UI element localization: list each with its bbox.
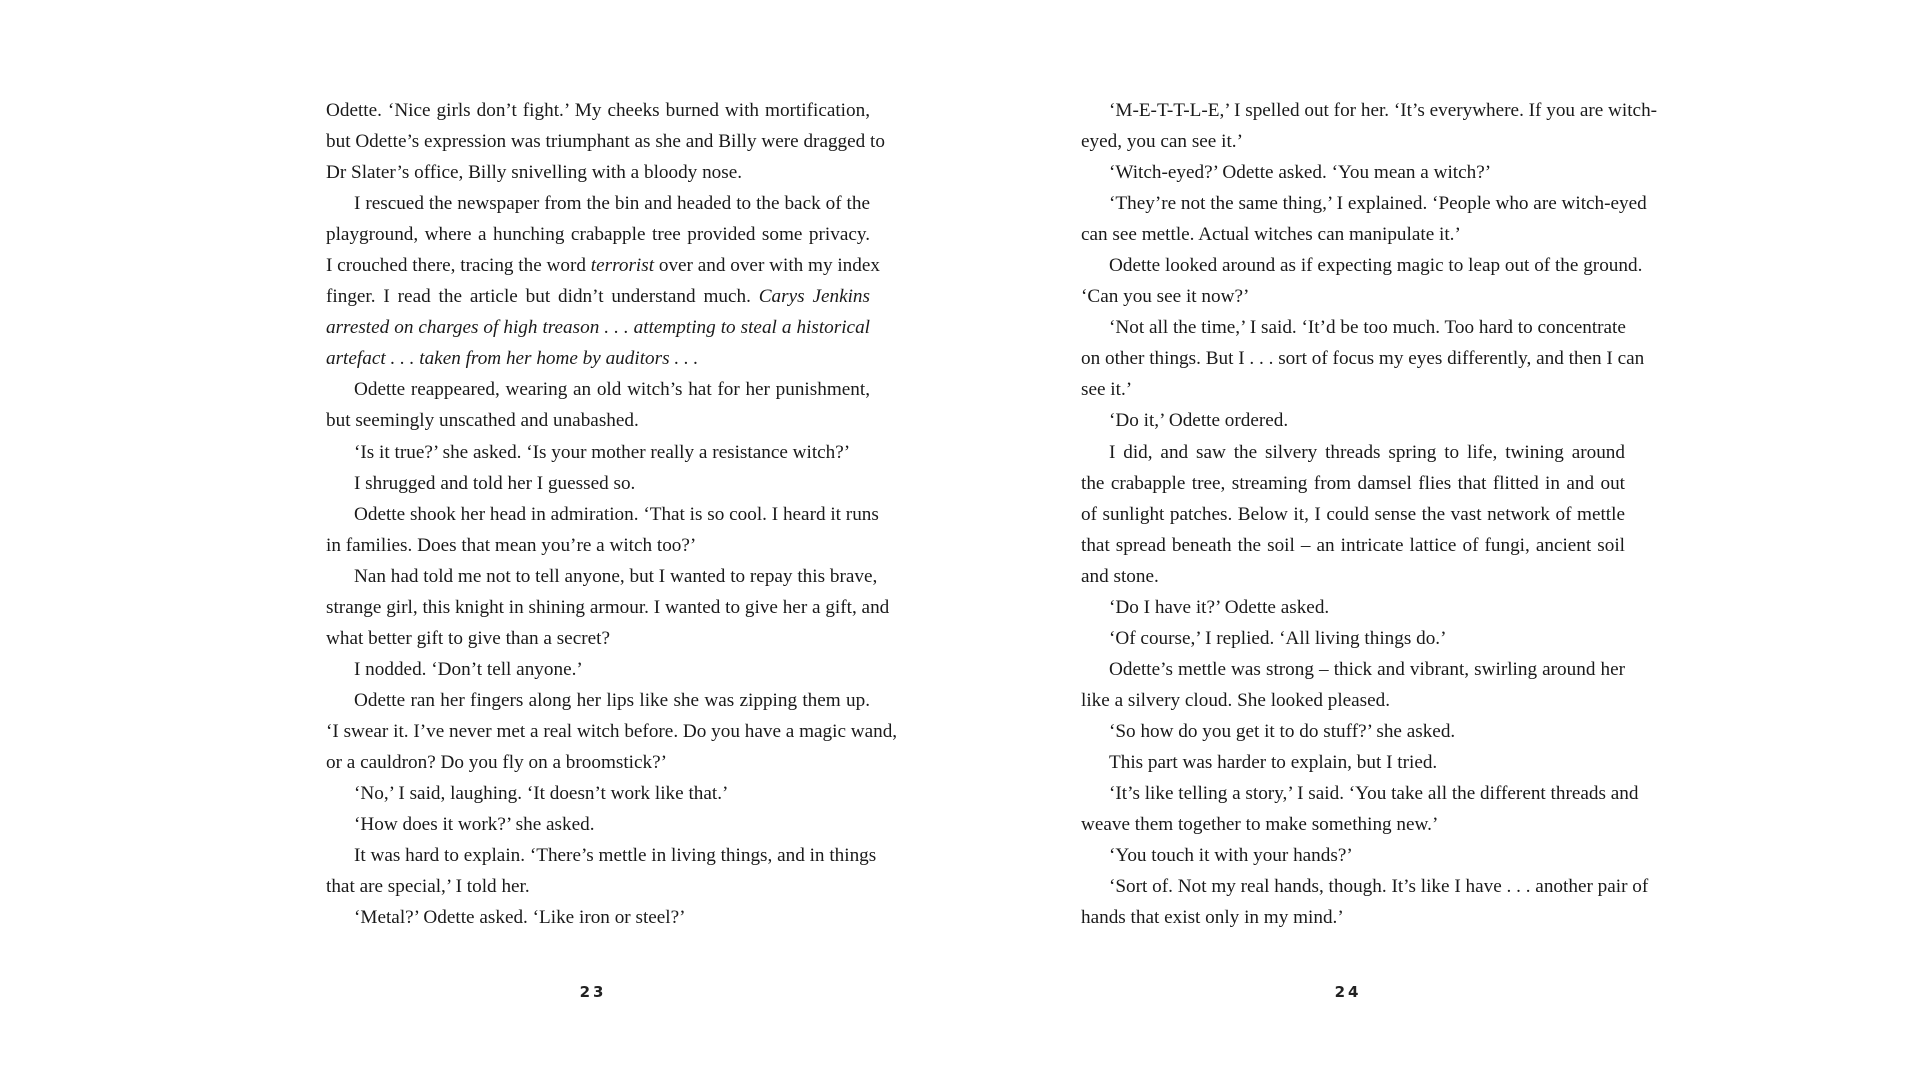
text-line: of sunlight patches. Below it, I could sense the vast network of mettle — [1081, 503, 1625, 525]
text-line: and stone. — [1081, 565, 1159, 587]
right-page-text — [1081, 95, 1658, 933]
text-line: like a silvery cloud. She looked pleased. — [1081, 689, 1391, 711]
text-line: I nodded. ‘Don’t tell anyone.’ — [354, 658, 583, 680]
text-line: the crabapple tree, streaming from damsel flies that flitted in and out — [1081, 472, 1625, 494]
text-line — [326, 281, 870, 312]
text-line: I shrugged and told her I guessed so. — [354, 472, 636, 494]
italic-text: artefact . . . taken from her home by auditors . . . — [326, 348, 699, 370]
text-line: ‘Of course,’ I replied. ‘All living things do.’ — [1109, 627, 1447, 649]
text-line: weave them together to make something new.’ — [1081, 814, 1439, 836]
text-line: that are special,’ I told her. — [326, 876, 530, 898]
text-line: ‘Do it,’ Odette ordered. — [1109, 410, 1289, 432]
text-line: I did, and saw the silvery threads spring to life, twining around — [1109, 441, 1625, 463]
text-line: Odette looked around as if expecting magic to leap out of the ground. — [1109, 255, 1643, 277]
text-line: ‘You touch it with your hands?’ — [1109, 845, 1353, 867]
text-line: ‘Can you see it now?’ — [1081, 286, 1250, 308]
text-line: Nan had told me not to tell anyone, but I wanted to repay this brave, — [354, 565, 878, 587]
text-segment: finger. I read the article but didn’t understand much. — [326, 286, 759, 308]
text-line: Odette reappeared, wearing an old witch’s hat for her punishment, — [354, 379, 870, 401]
text-line: on other things. But I . . . sort of focus my eyes differently, and then I can — [1081, 348, 1645, 370]
italic-text: arrested on charges of high treason . . . attempting to steal a historical — [326, 317, 870, 339]
text-line: ‘Metal?’ Odette asked. ‘Like iron or steel?’ — [354, 907, 686, 929]
text-line: Odette ran her fingers along her lips like she was zipping them up. — [354, 689, 870, 711]
text-segment: I crouched there, tracing the word — [326, 255, 591, 277]
text-line: ‘No,’ I said, laughing. ‘It doesn’t work like that.’ — [354, 783, 729, 805]
text-line: ‘How does it work?’ she asked. — [354, 814, 595, 836]
text-line: ‘Witch-eyed?’ Odette asked. ‘You mean a witch?’ — [1109, 162, 1492, 184]
text-line: ‘Sort of. Not my real hands, though. It’s like I have . . . another pair of — [1109, 876, 1649, 898]
text-line: ‘I swear it. I’ve never met a real witch before. Do you have a magic wand, — [326, 720, 898, 742]
text-line: ‘Not all the time,’ I said. ‘It’d be too much. Too hard to concentrate — [1109, 317, 1626, 339]
italic-text: Carys Jenkins — [758, 286, 870, 308]
text-line: eyed, you can see it.’ — [1081, 131, 1243, 153]
text-line: Odette’s mettle was strong – thick and vibrant, swirling around her — [1109, 658, 1625, 680]
page-number-right: 24 — [1334, 983, 1362, 1001]
text-line: strange girl, this knight in shining armour. I wanted to give her a gift, and — [326, 596, 890, 618]
text-line: Dr Slater’s office, Billy snivelling with a bloody nose. — [326, 162, 743, 184]
page-number-left: 23 — [579, 983, 607, 1001]
text-line: ‘Do I have it?’ Odette asked. — [1109, 596, 1330, 618]
text-line — [326, 343, 870, 374]
text-line — [326, 250, 880, 281]
text-line: This part was harder to explain, but I tried. — [1109, 751, 1438, 773]
text-line: see it.’ — [1081, 379, 1133, 401]
text-line: that spread beneath the soil – an intricate lattice of fungi, ancient soil — [1081, 534, 1625, 556]
text-line: I rescued the newspaper from the bin and headed to the back of the — [354, 193, 870, 215]
text-line: Odette shook her head in admiration. ‘That is so cool. I heard it runs — [354, 503, 879, 525]
italic-text: terrorist — [590, 255, 655, 277]
text-line: hands that exist only in my mind.’ — [1081, 907, 1344, 929]
left-page-text — [326, 95, 898, 933]
text-line: but seemingly unscathed and unabashed. — [326, 410, 639, 432]
text-line: but Odette’s expression was triumphant as she and Billy were dragged to — [326, 131, 885, 153]
text-line: in families. Does that mean you’re a witch too?’ — [326, 534, 697, 556]
text-line: ‘Is it true?’ she asked. ‘Is your mother really a resistance witch?’ — [354, 441, 851, 463]
text-line: playground, where a hunching crabapple tree provided some privacy. — [326, 224, 870, 246]
text-line: ‘M-E-T-T-L-E,’ I spelled out for her. ‘It’s everywhere. If you are witch- — [1109, 100, 1658, 121]
text-line: ‘They’re not the same thing,’ I explained. ‘People who are witch-eyed — [1109, 193, 1647, 215]
text-line: ‘It’s like telling a story,’ I said. ‘You take all the different threads and — [1109, 783, 1639, 805]
text-line: can see mettle. Actual witches can manipulate it.’ — [1081, 224, 1461, 246]
text-segment: over and over with my index — [654, 255, 880, 277]
text-line: Odette. ‘Nice girls don’t fight.’ My cheeks burned with mortification, — [326, 100, 870, 121]
text-line: or a cauldron? Do you fly on a broomstick?’ — [326, 751, 668, 773]
text-line — [326, 312, 870, 343]
text-line: what better gift to give than a secret? — [326, 627, 610, 649]
text-line: ‘So how do you get it to do stuff?’ she asked. — [1109, 720, 1456, 742]
text-line: It was hard to explain. ‘There’s mettle in living things, and in things — [354, 845, 877, 867]
